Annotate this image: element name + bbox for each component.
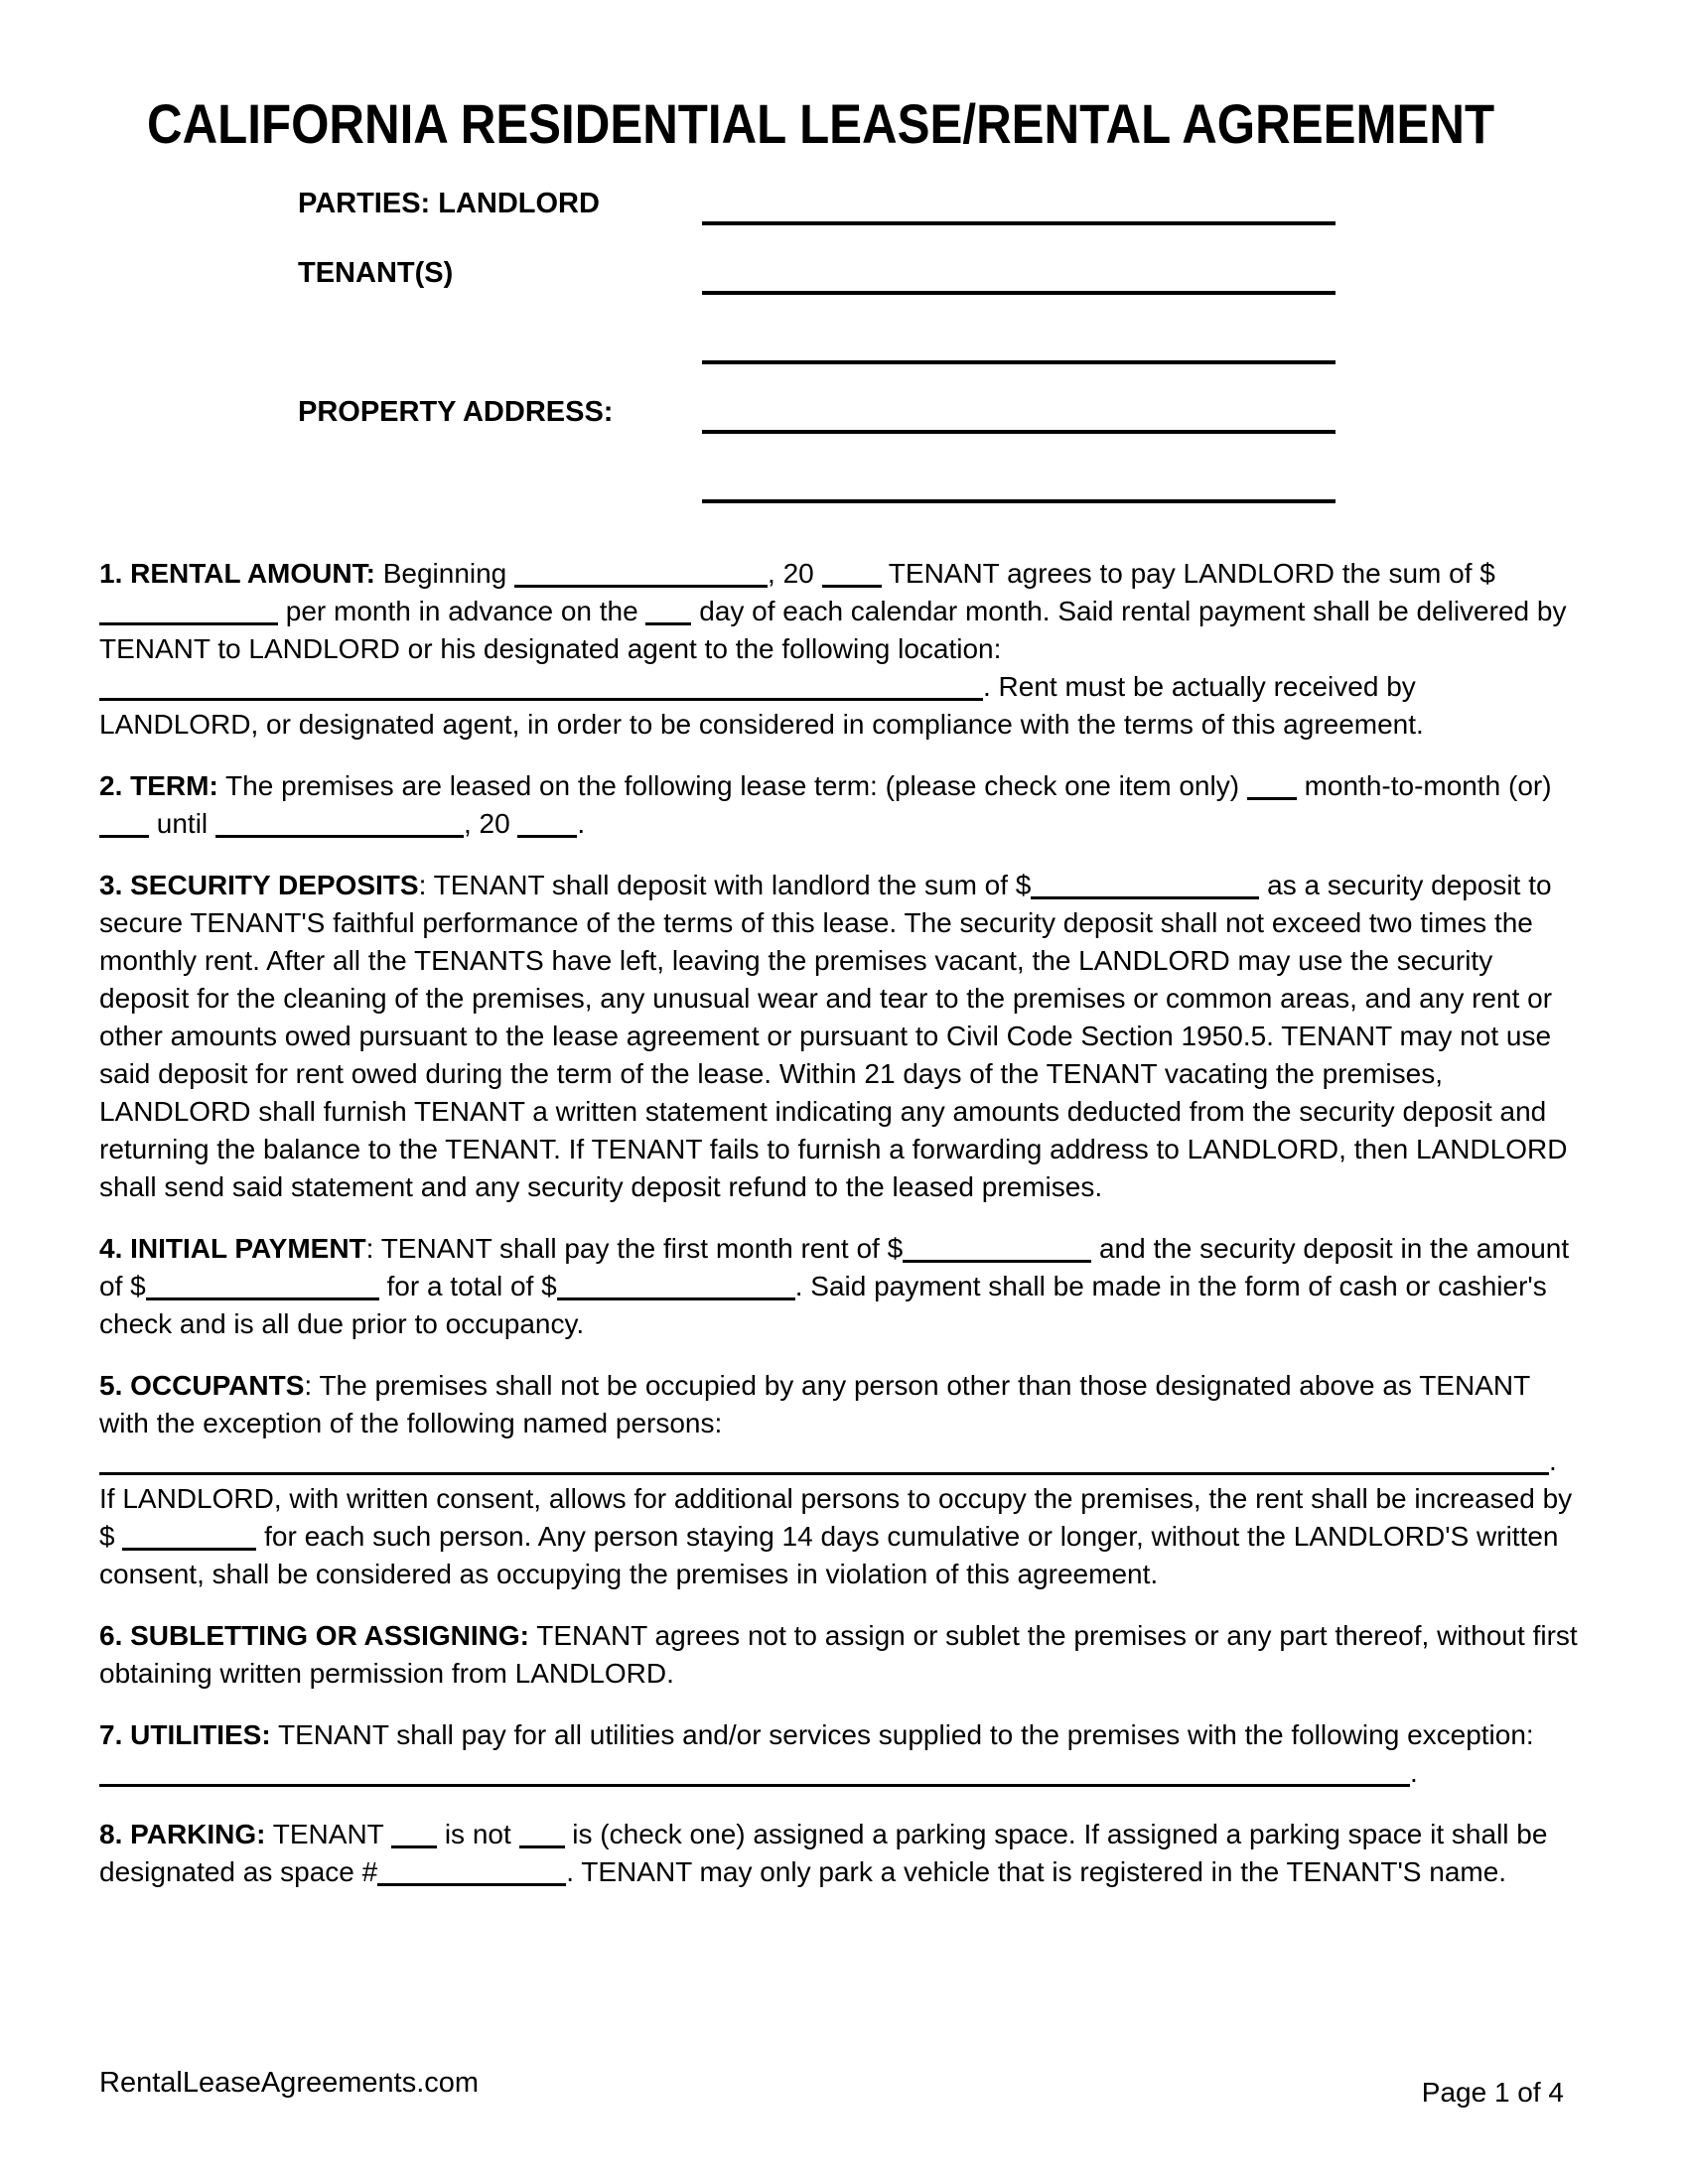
initial-security-deposit-field[interactable] xyxy=(146,1274,379,1300)
section-text: is (check one) assigned a parking space. If assigned a parking space it shall be designated as space # xyxy=(99,1819,1548,1887)
payment-location-field[interactable] xyxy=(99,674,983,701)
parking-is-not-field[interactable] xyxy=(391,1822,437,1848)
section-text: and the security deposit in the amount of $ xyxy=(99,1233,1570,1301)
property-address-extra-field[interactable] xyxy=(702,499,1336,503)
section-text: for a total of $ xyxy=(378,1271,557,1301)
footer-website: RentalLeaseAgreements.com xyxy=(99,2067,480,2099)
section-text: TENANT agrees not to assign or sublet the premises or any part thereof, without first obtaining written permission from LANDLORD. xyxy=(99,1620,1578,1689)
section-text: day of each calendar month. Said rental payment shall be delivered by TENANT to LANDLORD or his designated agent to the following location: xyxy=(99,596,1567,664)
party-row-property-address xyxy=(99,364,1579,434)
section-text: as a security deposit to secure TENANT'S faithful performance of the terms of this lease. The security deposit shall not exceed two times the monthly rent. After all the TENANTS have left, leaving the premises vacant, the LANDLORD may use the security deposit for the cleaning of the premises, any unusual wear and tear to the premises or common areas, and any rent or other amounts owed pursuant to the lease agreement or pursuant to Civil Code Section 1950.5. TENANT may not use said deposit for rent owed during the term of the lease. Within 21 days of the TENANT vacating the premises, LANDLORD shall furnish TENANT a written statement indicating any amounts deducted from the security deposit and returning the balance to the TENANT. If TENANT fails to furnish a forwarding address to LANDLORD, then LANDLORD shall send said statement and any security deposit refund to the leased premises. xyxy=(99,870,1568,1202)
term-end-year-field[interactable] xyxy=(517,811,577,838)
section-rental-amount xyxy=(99,555,1579,744)
utilities-exception-field[interactable] xyxy=(99,1760,1410,1787)
section-heading: 2. TERM: xyxy=(99,770,218,801)
section-text: for each such person. Any person staying 14 days cumulative or longer, without the LANDLORD'S written consent, shall be considered as occupying the premises in violation of this agreement. xyxy=(99,1521,1559,1589)
security-deposit-amount-field[interactable] xyxy=(1031,873,1259,899)
section-text: until xyxy=(149,808,215,839)
section-subletting-or-assigning xyxy=(99,1617,1579,1693)
monthly-rent-amount-field[interactable] xyxy=(99,599,278,625)
term-end-date-field[interactable] xyxy=(215,811,464,838)
first-month-rent-field[interactable] xyxy=(903,1236,1091,1263)
property-address-label: PROPERTY ADDRESS: xyxy=(298,396,614,428)
section-text: . xyxy=(1410,1757,1418,1788)
section-text: . If LANDLORD, with written consent, allows for additional persons to occupy the premises, the rent shall be increased by $ xyxy=(99,1445,1573,1552)
section-heading: 8. PARKING: xyxy=(99,1819,266,1849)
section-heading: 1. RENTAL AMOUNT: xyxy=(99,558,375,589)
section-heading: 5. OCCUPANTS xyxy=(99,1370,305,1401)
section-text: : TENANT shall deposit with landlord the sum of $ xyxy=(418,870,1032,900)
section-text: . TENANT may only park a vehicle that is registered in the TENANT'S name. xyxy=(566,1856,1507,1887)
section-utilities xyxy=(99,1716,1579,1792)
rent-increase-per-person-field[interactable] xyxy=(122,1524,256,1551)
term-fixed-field[interactable] xyxy=(99,811,149,838)
section-parking xyxy=(99,1816,1579,1891)
agreement-body xyxy=(99,555,1579,1891)
section-occupants xyxy=(99,1367,1579,1593)
section-heading: 3. SECURITY DEPOSITS xyxy=(99,870,419,900)
section-text: TENANT xyxy=(265,1819,392,1849)
party-row-tenants xyxy=(99,225,1579,295)
section-text: TENANT shall pay for all utilities and/or services supplied to the premises with the following exception: xyxy=(270,1719,1534,1750)
document-title xyxy=(99,94,1579,154)
section-text: : TENANT shall pay the first month rent of $ xyxy=(365,1233,904,1264)
section-text: . Said payment shall be made in the form of cash or cashier's check and is all due prior to occupancy. xyxy=(99,1271,1547,1339)
section-heading: 4. INITIAL PAYMENT xyxy=(99,1233,366,1264)
party-row-property-address-extra xyxy=(99,434,1579,503)
section-term xyxy=(99,767,1579,843)
parking-is-field[interactable] xyxy=(519,1822,565,1848)
lease-start-year-field[interactable] xyxy=(822,561,882,588)
section-text: Beginning xyxy=(374,558,515,589)
section-text: The premises are leased on the following lease term: (please check one item only) xyxy=(217,770,1247,801)
footer-page-number: Page 1 of 4 xyxy=(1421,2077,1564,2108)
section-text: is not xyxy=(437,1819,519,1849)
section-text: : The premises shall not be occupied by any person other than those designated above as TENANT with the exception of the following named persons: xyxy=(99,1370,1530,1438)
section-text: , 20 xyxy=(463,808,518,839)
rent-due-day-field[interactable] xyxy=(645,599,691,625)
section-text: . Rent must be actually received by LANDLORD, or designated agent, in order to be considered in compliance with the terms of this agreement. xyxy=(99,671,1424,740)
additional-occupants-field[interactable] xyxy=(99,1448,1549,1475)
section-text: month-to-month (or) xyxy=(1296,770,1552,801)
parking-space-number-field[interactable] xyxy=(377,1859,566,1886)
parties-block xyxy=(99,156,1579,503)
section-security-deposits xyxy=(99,867,1579,1206)
section-initial-payment xyxy=(99,1230,1579,1343)
parties-landlord-label: PARTIES: LANDLORD xyxy=(298,188,600,219)
section-heading: 7. UTILITIES: xyxy=(99,1719,271,1750)
section-heading: 6. SUBLETTING OR ASSIGNING: xyxy=(99,1620,529,1651)
tenants-label: TENANT(S) xyxy=(298,257,454,289)
document-title-text: CALIFORNIA RESIDENTIAL LEASE/RENTAL AGREEMENT xyxy=(147,92,1495,155)
initial-total-payment-field[interactable] xyxy=(557,1274,795,1300)
section-text: per month in advance on the xyxy=(278,596,646,626)
party-row-landlord xyxy=(99,156,1579,225)
section-text: . xyxy=(577,808,586,839)
section-text: TENANT agrees to pay LANDLORD the sum of $ xyxy=(881,558,1495,589)
lease-start-date-field[interactable] xyxy=(514,561,768,588)
section-text: , 20 xyxy=(768,558,822,589)
party-row-tenants-extra xyxy=(99,295,1579,364)
term-month-to-month-field[interactable] xyxy=(1247,773,1297,800)
